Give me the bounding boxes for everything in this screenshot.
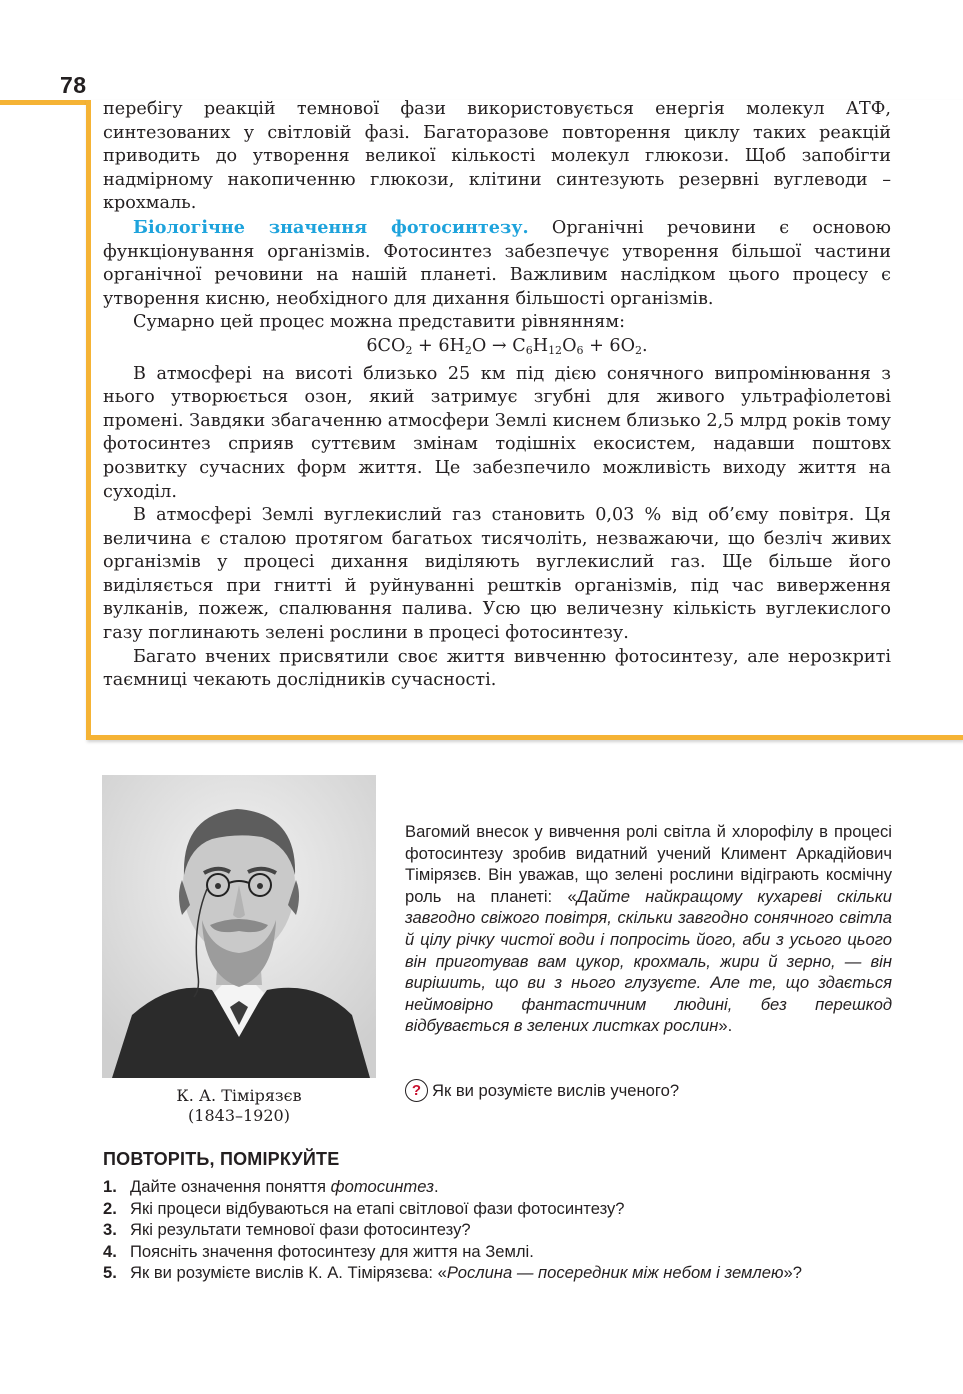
list-item: 1. Дайте означення поняття фотосинтез. [103,1177,439,1196]
top-accent-rule [0,100,90,105]
section-heading-biological-significance: Біологічне значення фотосинтезу. [133,216,529,238]
quote-italic: Дайте найкращому кухареві скільки завгодно свіжого повітря, скільки завгодно сонячного світла й цілу річку чистої води і попросіть його, аби з усього цього він приготував вам цукор, крохмаль, жири й зерно, — він вирішить, що ви з нього глузуєте. Але те, що здається неймовірно фантастичним людині, без перешкод відбувається в зелених листках рослин [405,886,892,1036]
paragraph-6: Багато вчених присвятили своє життя вивченню фотосинтезу, але нерозкриті таємниці чекають дослідників сучасності. [103,646,891,691]
paragraph-1: перебігу реакцій темнової фази використовується енергія молекул АТФ, синтезованих у світловій фазі. Багаторазове повторення циклу таких реакцій приводить до утворення великої кількості молекул глюкози. Щоб запобігти надмірному накопиченню глюкози, клітини синтезують резервні вуглеводи – крохмаль. [103,99,891,214]
paragraph-5: В атмосфері Землі вуглекислий газ становить 0,03 % від об’єму повітря. Ця величина є сталою протягом багатьох тисячоліть, незважаючи, що безліч живих організмів у процесі дихання виділяють вуглекислий газ. Ще більше його виділяється при гнитті й руйнуванні рештків організмів, під час виверження вулканів, пожеж, спалювання палива. Усю цю величезну кількість вуглекислого газу поглинають зелені рослини в процесі фотосинтезу. [103,505,891,644]
question-text: Як ви розумієте вислів ученого? [432,1080,680,1100]
paragraph-4: В атмосфері на висоті близько 25 км під дією сонячного випромінювання з нього утворюється озон, який затримує згубні для живого ультрафіолетові промені. Завдяки збагаченню атмосфери Землі киснем близько 2,5 млрд років тому фотосинтез сприяв суттєвим змінам тодішніх екосистем, надавши поштовх розвитку сучасних форм життя. Це забезпечило можливість виходу життя на суходіл. [103,363,891,502]
quote-intro: Вагомий внесок у вивчення ролі світла й хлорофілу в процесі фотосинтезу зробив видатний учений Климент Аркадійович Тімірязєв. Він уважав, що зелені рослини відіграють космічну роль на планеті: « [405,822,892,906]
timiryazev-quote-block [405,821,892,1037]
list-item: 3. Які результати темнової фази фотосинтезу? [103,1220,471,1240]
paragraph-2 [103,216,891,311]
caption-name: К. А. Тімірязєв [176,1086,302,1105]
page-number: 78 [60,72,87,98]
discussion-question [405,1079,892,1102]
list-item: 4. Поясніть значення фотосинтезу для життя на Землі. [103,1241,534,1261]
main-text-block [103,98,891,693]
review-questions-list [103,1176,903,1284]
timiryazev-portrait [102,775,376,1078]
caption-years: (1843–1920) [188,1106,290,1125]
paragraph-3: Сумарно цей процес можна представити рівнянням: [133,312,626,333]
list-item: 5. Як ви розумієте вислів К. А. Тімірязєва: «Рослина — посередник між небом і землею»? [103,1263,802,1283]
quote-outro: ». [718,1016,733,1036]
review-section-title: ПОВТОРІТЬ, ПОМІРКУЙТЕ [103,1149,340,1169]
photosynthesis-equation: $6CO_2 + 6H_2O \to C_6H_{12}O_6 + 6O_2$. [366,335,648,357]
question-mark-icon: ? [405,1079,428,1102]
list-item: 2. Які процеси відбуваються на етапі світлової фази фотосинтезу? [103,1198,625,1218]
paragraph-2-text: Органічні речовини є основою функціонування організмів. Фотосинтез забезпечує утворення більшої частини органічної речовини на нашій планеті. Важливим наслідком цього процесу є утворення кисню, необхідного для дихання більшості організмів. [103,217,891,309]
portrait-caption [102,1086,376,1126]
